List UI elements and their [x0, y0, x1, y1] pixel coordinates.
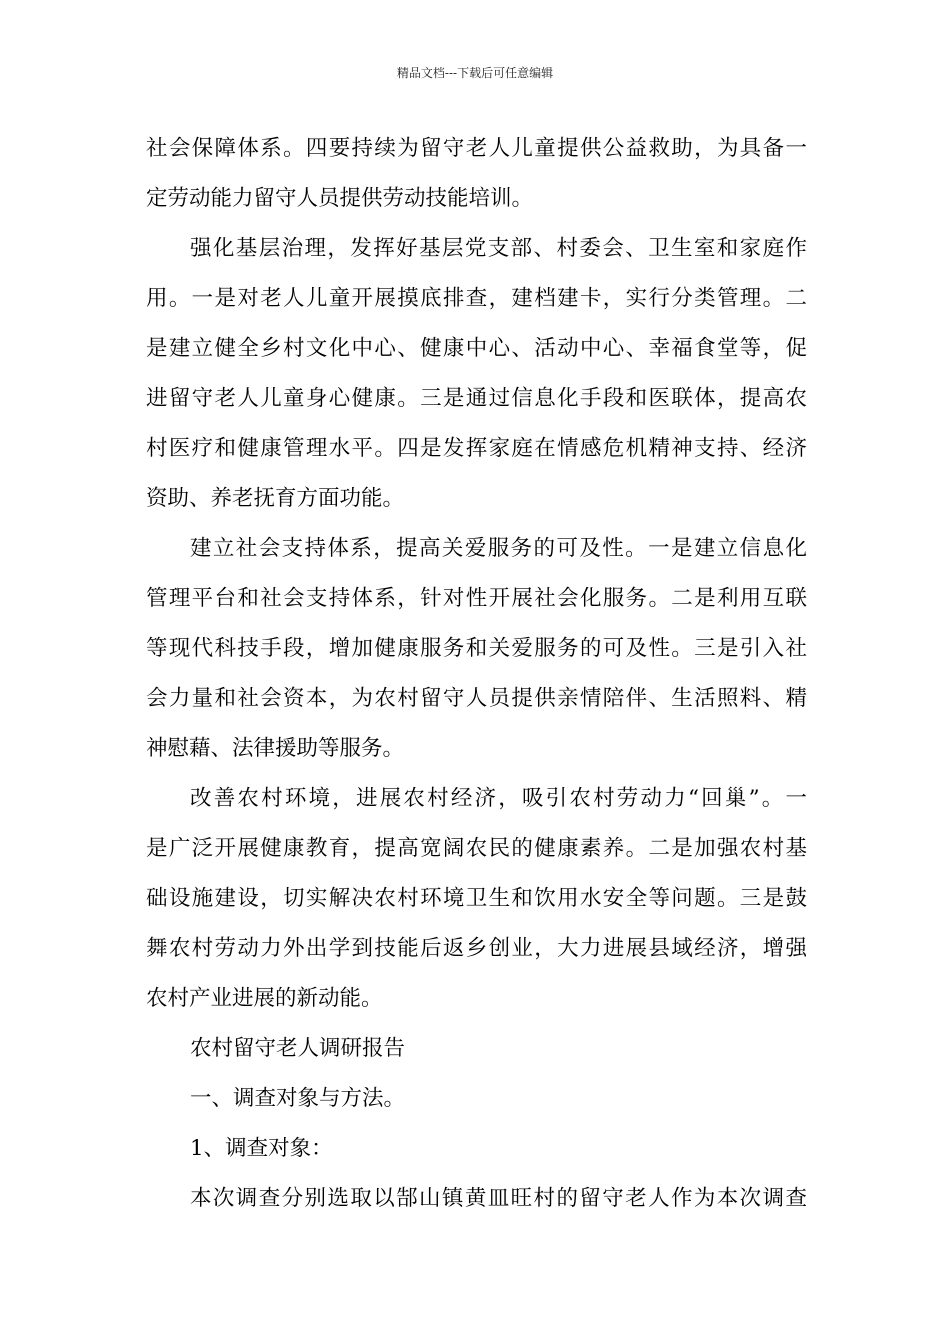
paragraph-start-line: 建立社会支持体系，提高关爱服务的可及性。一是建立信息化	[190, 536, 807, 561]
text-line: 神慰藉、法律援助等服务。	[146, 736, 405, 761]
paragraph-start-line: 本次调查分别选取以郜山镇黄皿旺村的留守老人作为本次调查	[190, 1186, 807, 1211]
text-line: 是广泛开展健康教育，提高宽阔农民的健康素养。二是加强农村基	[146, 836, 807, 861]
text-line: 定劳动能力留守人员提供劳动技能培训。	[146, 186, 534, 211]
text-line: 等现代科技手段，增加健康服务和关爱服务的可及性。三是引入社	[146, 636, 807, 661]
text-line: 用。一是对老人儿童开展摸底排查，建档建卡，实行分类管理。二	[146, 286, 807, 311]
text-line: 进留守老人儿童身心健康。三是通过信息化手段和医联体，提高农	[146, 386, 807, 411]
subsection-heading: 1、调查对象：	[190, 1136, 333, 1161]
text-line: 会力量和社会资本，为农村留守人员提供亲情陪伴、生活照料、精	[146, 686, 807, 711]
paragraph-start-line: 改善农村环境，进展农村经济，吸引农村劳动力“回巢”。一	[190, 786, 807, 811]
document-body	[146, 124, 807, 1224]
report-title-line: 农村留守老人调研报告	[190, 1036, 406, 1061]
text-line: 资助、养老抚育方面功能。	[146, 486, 405, 511]
text-line: 社会保障体系。四要持续为留守老人儿童提供公益救助，为具备一	[146, 136, 807, 161]
text-line: 是建立健全乡村文化中心、健康中心、活动中心、幸福食堂等，促	[146, 336, 807, 361]
paragraph-start-line: 强化基层治理，发挥好基层党支部、村委会、卫生室和家庭作	[190, 236, 807, 261]
text-line: 村医疗和健康管理水平。四是发挥家庭在情感危机精神支持、经济	[146, 436, 807, 461]
text-line: 管理平台和社会支持体系，针对性开展社会化服务。二是利用互联	[146, 586, 807, 611]
section-heading: 一、调查对象与方法。	[190, 1086, 406, 1111]
text-line: 础设施建设，切实解决农村环境卫生和饮用水安全等问题。三是鼓	[146, 886, 807, 911]
text-line: 舞农村劳动力外出学到技能后返乡创业，大力进展县域经济，增强	[146, 936, 807, 961]
text-line: 农村产业进展的新动能。	[146, 986, 383, 1011]
page-header: 精品文档---下载后可任意编辑	[396, 66, 554, 80]
